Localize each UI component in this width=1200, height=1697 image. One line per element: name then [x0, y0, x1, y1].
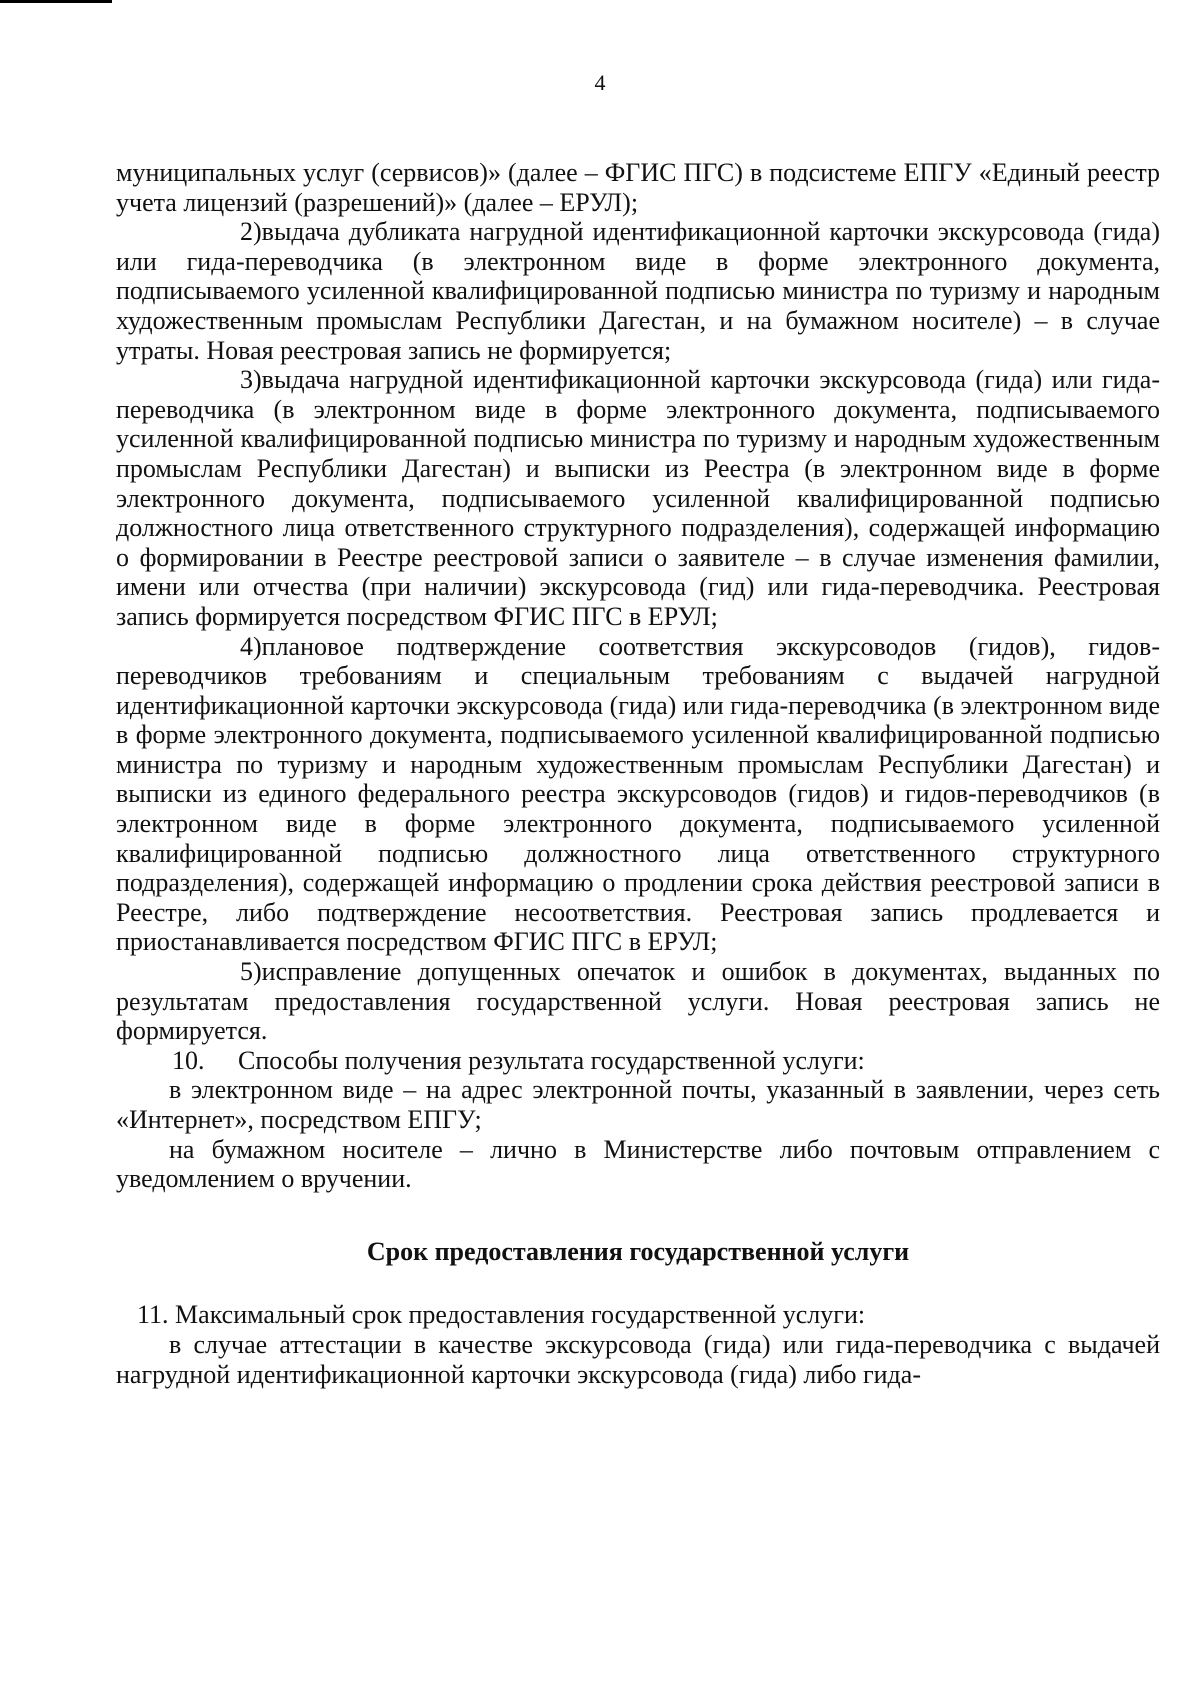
list-item-4 [116, 632, 1160, 958]
list-number: 3) [240, 365, 262, 395]
list-item-3 [116, 365, 1160, 631]
clause-number: 10. [172, 1045, 205, 1075]
list-item-5 [116, 957, 1160, 1046]
list-number: 2) [240, 217, 262, 247]
paragraph-electronic: в электронном виде – на адрес электронной почты, указанный в заявлении, через сеть «Интернет», посредством ЕПГУ; [116, 1075, 1160, 1134]
clause-10 [116, 1046, 1160, 1076]
page-number: 4 [594, 70, 606, 95]
document-body [116, 158, 1160, 1389]
list-number: 5) [240, 957, 262, 987]
list-item-text: плановое подтверждение соответствия экскурсоводов (гидов), гидов-переводчиков требованиям и специальным требованиям с выдачей нагрудной идентификационной карточки экскурсовода (гида) или гида-переводчика (в электронном виде в форме электронного документа, подписываемого усиленной квалифицированной подписью министра по туризму и народным художественным промыслам Республики Дагестан) и выписки из единого федерального реестра экскурсоводов (гидов) и гидов-переводчиков (в электронном виде в форме электронного документа, подписываемого усиленной квалифицированной подписью должностного лица ответственного структурного подразделения), содержащей информацию о продлении срока действия реестровой записи в Реестре, либо подтверждение несоответствия. Реестровая запись продлевается и приостанавливается посредством ФГИС ПГС в ЕРУЛ; [116, 631, 1160, 957]
list-item-text: исправление допущенных опечаток и ошибок в документах, выданных по результатам предоставления государственной услуги. Новая реестровая запись не формируется. [116, 957, 1160, 1046]
list-item-text: выдача дубликата нагрудной идентификационной карточки экскурсовода (гида) или гида-переводчика (в электронном виде в форме электронного документа, подписываемого усиленной квалифицированной подписью министра по туризму и народным художественным промыслам Республики Дагестан, и на бумажном носителе) – в случае утраты. Новая реестровая запись не формируется; [116, 217, 1160, 365]
list-item-text: выдача нагрудной идентификационной карточки экскурсовода (гида) или гида-переводчика (в электронном виде в форме электронного документа, подписываемого усиленной квалифицированной подписью министра по туризму и народным художественным промыслам Республики Дагестан) и выписки из Реестра (в электронном виде в форме электронного документа, подписываемого усиленной квалифицированной подписью должностного лица ответственного структурного подразделения), содержащей информацию о формировании в Реестре реестровой записи о заявителе – в случае изменения фамилии, имени или отчества (при наличии) экскурсовода (гид) или гида-переводчика. Реестровая запись формируется посредством ФГИС ПГС в ЕРУЛ; [116, 365, 1160, 631]
paragraph-continuation: муниципальных услуг (сервисов)» (далее – ФГИС ПГС) в подсистеме ЕПГУ «Единый реестр учета лицензий (разрешений)» (далее – ЕРУЛ); [116, 158, 1160, 217]
section-heading: Срок предоставления государственной услуги [366, 1236, 910, 1266]
corner-mark [0, 0, 112, 3]
clause-text: Способы получения результата государственной услуги: [238, 1045, 865, 1075]
paragraph-attestation: в случае аттестации в качестве экскурсовода (гида) или гида-переводчика с выдачей нагрудной идентификационной карточки экскурсовода (гида) либо гида- [116, 1329, 1160, 1389]
list-number: 4) [240, 631, 262, 661]
paragraph-paper: на бумажном носителе – лично в Министерстве либо почтовым отправлением с уведомлением о вручении. [116, 1134, 1160, 1194]
list-item-2 [116, 217, 1160, 365]
clause-11: 11. Максимальный срок предоставления государственной услуги: [137, 1300, 866, 1330]
